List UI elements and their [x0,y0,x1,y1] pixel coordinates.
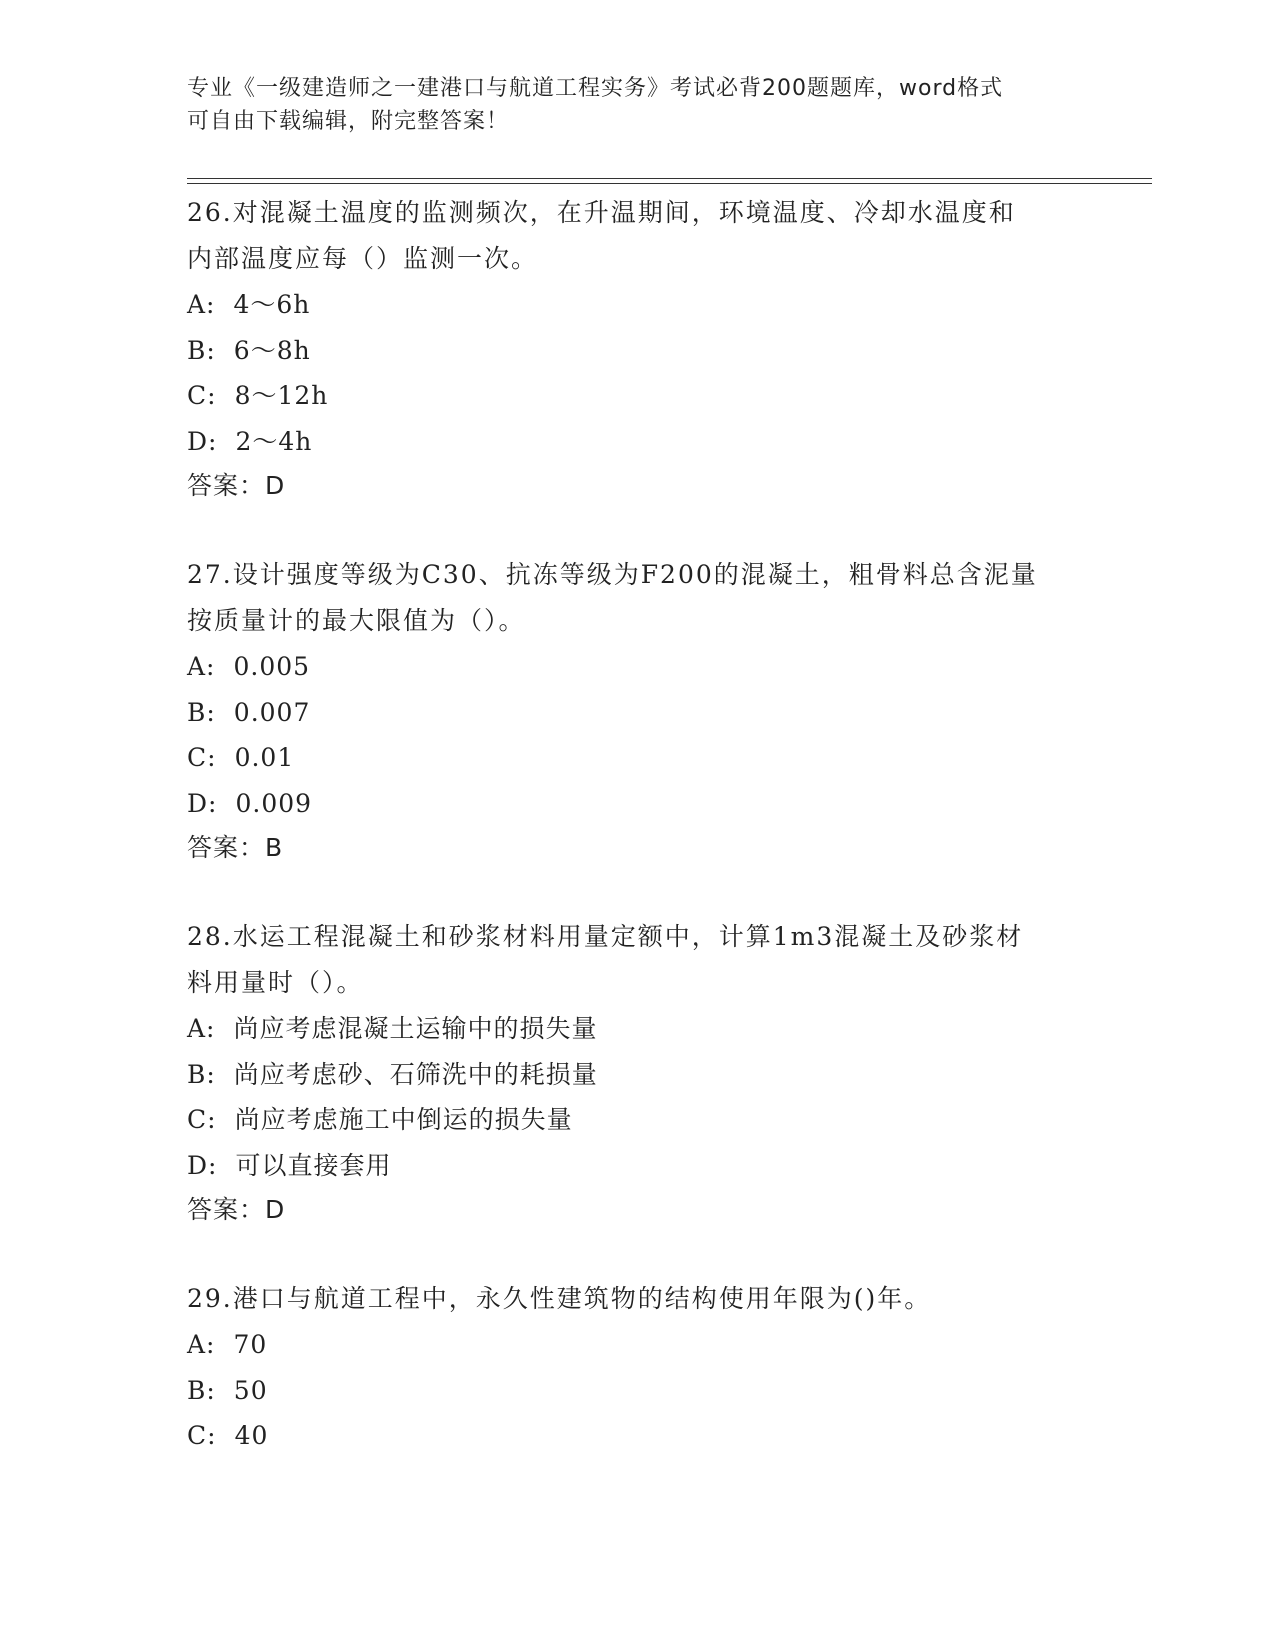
option-letter: A: [187,652,216,681]
question-text: 料用量时（）。 [187,968,364,997]
question-text: 内部温度应每（）监测一次。 [187,244,539,273]
answer-option [187,328,1087,374]
option-text: 50 [233,1375,268,1405]
option-letter: A: [187,1014,216,1043]
question-text: 28.水运工程混凝土和砂浆材料用量定额中，计算1m3混凝土及砂浆材 [187,922,1024,951]
answer-option [187,1006,1087,1052]
option-text: 40 [234,1421,269,1450]
answer-option [187,1143,1087,1189]
option-text: 尚应考虑施工中倒运的损失量 [234,1105,573,1134]
option-text: 8～12h [234,381,329,410]
answer-option [187,1097,1087,1143]
option-text: 0.009 [235,788,313,818]
option-letter: D: [187,1150,218,1180]
option-letter: C: [187,743,217,772]
option-text: 6～8h [233,335,311,365]
header-line-1: 专业《一级建造师之一建港口与航道工程实务》考试必背200题题库，word格式 [187,76,1004,101]
answer-option [187,282,1087,328]
answer-option [187,1052,1087,1098]
question-text: 29.港口与航道工程中，永久性建筑物的结构使用年限为()年。 [187,1284,932,1313]
option-text: 可以直接套用 [235,1150,392,1180]
option-text: 0.01 [234,743,295,772]
answer-key: 答案：D [187,1195,286,1224]
option-text: 尚应考虑砂、石筛洗中的耗损量 [233,1059,598,1089]
option-text: 2～4h [235,426,313,456]
answer-option [187,644,1087,690]
question-text: 26.对混凝土温度的监测频次，在升温期间，环境温度、冷却水温度和 [187,198,1016,227]
option-text: 0.005 [233,652,311,681]
option-letter: B: [187,1375,216,1405]
answer-option [187,690,1087,736]
question-block [187,552,1087,870]
question-block [187,190,1087,508]
header-divider-bottom [187,183,1152,184]
answer-key: 答案：B [187,833,284,862]
option-letter: D: [187,426,218,456]
question-text: 按质量计的最大限值为（）。 [187,606,526,635]
option-text: 尚应考虑混凝土运输中的损失量 [233,1014,598,1043]
option-text: 0.007 [233,697,311,727]
option-text: 4～6h [233,290,311,319]
answer-option [187,781,1087,827]
document-header [187,72,1087,138]
answer-option [187,1322,1087,1368]
answer-option [187,419,1087,465]
question-text: 27.设计强度等级为C30、抗冻等级为F200的混凝土，粗骨料总含泥量 [187,560,1038,589]
question-block [187,1276,1087,1459]
question-block [187,914,1087,1232]
answer-option [187,373,1087,419]
option-letter: A: [187,290,216,319]
option-letter: C: [187,381,217,410]
option-letter: C: [187,1105,217,1134]
option-letter: B: [187,697,216,727]
option-letter: D: [187,788,218,818]
answer-option [187,1413,1087,1459]
header-divider-top [187,178,1152,179]
answer-option [187,735,1087,781]
option-text: 70 [233,1330,268,1359]
option-letter: C: [187,1421,217,1450]
answer-option [187,1368,1087,1414]
option-letter: B: [187,335,216,365]
option-letter: B: [187,1059,216,1089]
header-line-2: 可自由下载编辑，附完整答案！ [187,109,510,134]
option-letter: A: [187,1330,216,1359]
question-list [187,190,1087,1503]
answer-key: 答案：D [187,471,286,500]
